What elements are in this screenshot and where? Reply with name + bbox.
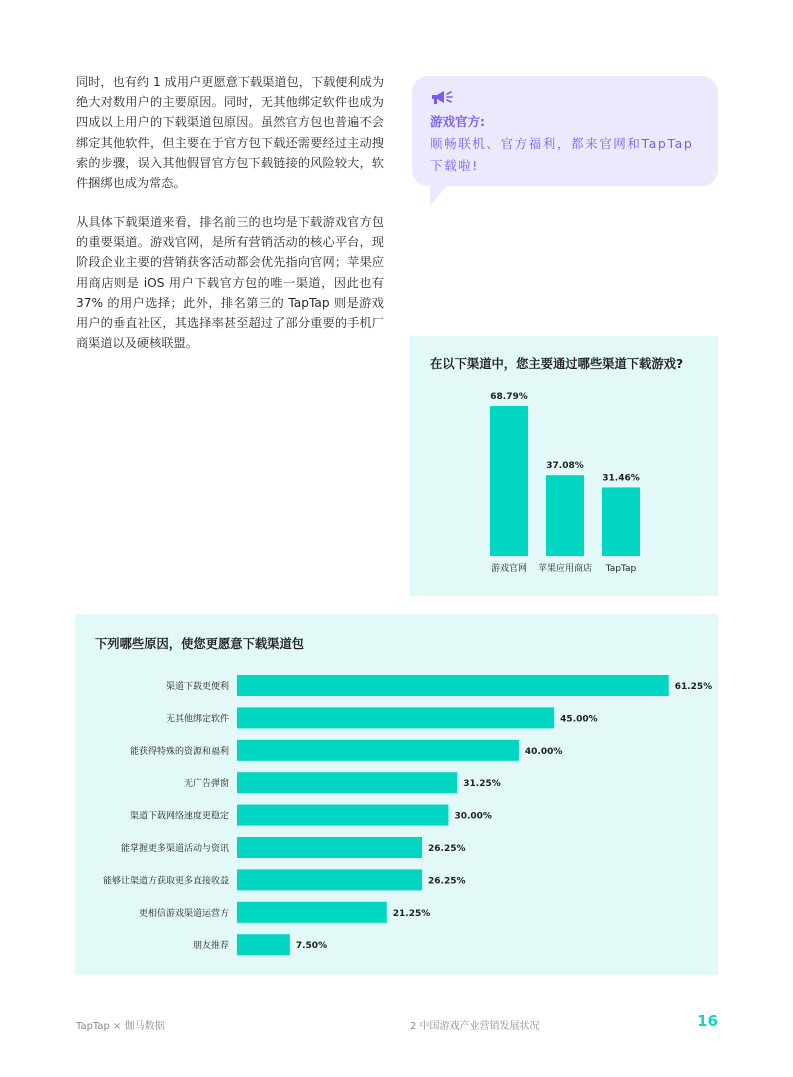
category-label: 更相信游戏渠道运营方 — [138, 908, 229, 919]
callout-bubble — [412, 76, 718, 186]
category-label: 能获得特殊的资源和福利 — [129, 746, 229, 757]
download-channel-chart-svg — [410, 336, 718, 596]
data-label: 37.08% — [546, 461, 584, 472]
callout-title: 游戏官方: — [430, 114, 485, 129]
data-label: 68.79% — [490, 392, 528, 403]
category-label: 苹果应用商店 — [537, 564, 593, 574]
footer-section: 2 中国游戏产业营销发展状况 — [410, 1021, 540, 1032]
bar — [237, 805, 448, 826]
body-paragraph-2: 从具体下载渠道来看，排名前三的也均是下载游戏官方包的重要渠道。游戏官网，是所有营销活动的核心平台，现阶段企业主要的营销获客活动都会优先指向官网；苹果应用商店则是 iOS 用户下载官方包的唯一渠道，因此也有 37% 的用户选择；此外，排名第三的 TapTap 则是游戏用户的垂直社区，其选择率甚至超过了部分重要的手机厂商渠道以及硬核联盟。 — [76, 215, 384, 351]
bar — [237, 934, 290, 955]
category-label: 渠道下载网络速度更稳定 — [129, 811, 229, 822]
category-label: 无广告弹窗 — [183, 779, 229, 790]
data-label: 31.46% — [602, 473, 640, 484]
category-label: 能够让渠道方获取更多直接收益 — [102, 876, 229, 887]
data-label: 30.00% — [454, 811, 492, 822]
data-label: 26.25% — [428, 876, 466, 887]
category-label: 渠道下载更便利 — [165, 682, 229, 692]
page-number: 16 — [697, 1012, 718, 1030]
category-label: TapTap — [605, 564, 637, 574]
data-label: 31.25% — [463, 779, 501, 790]
data-label: 26.25% — [428, 844, 466, 854]
data-label: 21.25% — [392, 908, 431, 919]
data-label: 40.00% — [524, 746, 563, 757]
chart-title: 下列哪些原因，使您更愿意下载渠道包 — [95, 637, 305, 651]
bar — [237, 707, 554, 728]
chart-title: 在以下渠道中，您主要通过哪些渠道下载游戏? — [430, 357, 684, 371]
bar — [237, 675, 669, 696]
bar — [237, 869, 422, 890]
footer-brand: TapTap × 伽马数据 — [76, 1021, 165, 1032]
bar — [237, 740, 519, 761]
category-label: 朋友推荐 — [192, 941, 229, 952]
callout-tail — [430, 184, 448, 206]
channel-package-reasons-chart-svg — [75, 614, 718, 975]
bar — [490, 406, 528, 556]
channel-package-reasons-chart — [75, 614, 718, 975]
bar — [546, 475, 584, 556]
data-label: 61.25% — [674, 682, 713, 692]
megaphone-icon — [430, 88, 454, 108]
data-label: 7.50% — [295, 941, 328, 952]
bar — [602, 487, 640, 556]
body-paragraph-1: 同时，也有约 1 成用户更愿意下载渠道包，下载便利成为绝大对数用户的主要原因。同时，无其他绑定软件也成为四成以上用户的下载渠道包原因。虽然官方包也普遍不会绑定其他软件，但主要在于官方包下载还需要经过主动搜索的步骤，误入其他假冒官方包下载链接的风险较大，软件捆绑也成为常态。 — [76, 75, 385, 191]
download-channel-chart — [410, 336, 718, 596]
category-label: 游戏官网 — [490, 564, 528, 574]
data-label: 45.00% — [560, 714, 598, 725]
category-label: 能掌握更多渠道活动与资讯 — [120, 844, 229, 854]
callout-text: 顺畅联机、官方福利，都来官网和TapTap下载啦! — [430, 136, 694, 173]
category-label: 无其他绑定软件 — [165, 714, 229, 725]
bar — [237, 837, 422, 858]
bar — [237, 772, 457, 793]
bar — [237, 902, 387, 923]
